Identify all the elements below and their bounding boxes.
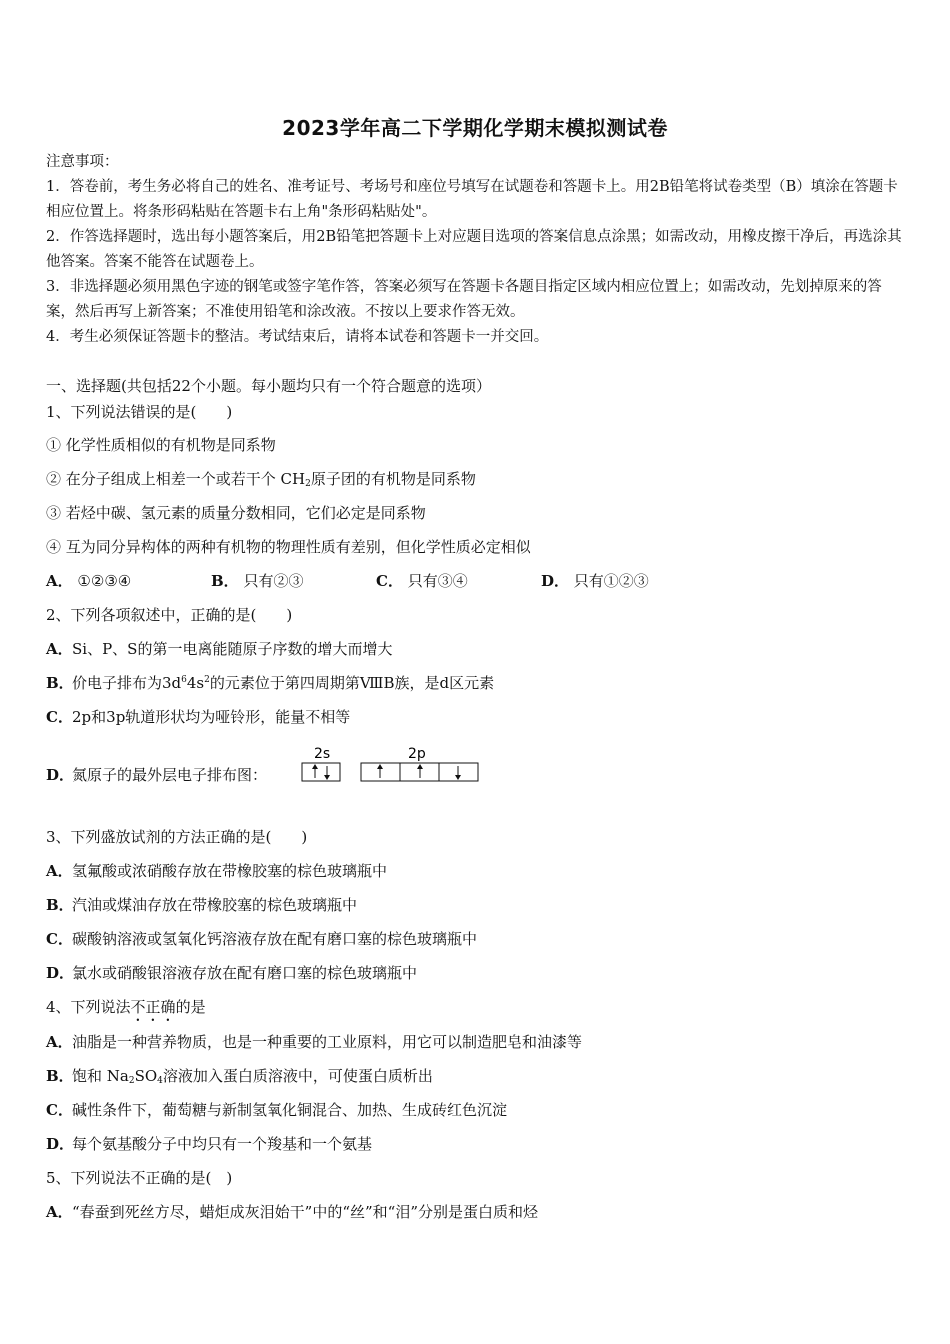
q3-option-b[interactable] [46,894,357,915]
q1-statement-2 [46,468,476,489]
q3-option-d-text: 氯水或硝酸银溶液存放在配有磨口塞的棕色玻璃瓶中 [72,964,418,982]
notice-heading: 注意事项： [46,154,119,170]
q4-option-d-label: D． [46,1135,75,1153]
q2-option-d-text: 氮原子的最外层电子排布图： [72,766,268,784]
q1-statement-4: ④ 互为同分异构体的两种有机物的物理性质有差别，但化学性质必定相似 [46,538,531,556]
q3-option-a-text: 氢氟酸或浓硝酸存放在带橡胶塞的棕色玻璃瓶中 [72,862,388,880]
q1-option-c-text: 只有③④ [407,572,468,590]
q4-b-post: 溶液加入蛋白质溶液中，可使蛋白质析出 [162,1067,433,1085]
q2-option-a[interactable] [46,638,392,659]
q1-option-b[interactable] [211,570,303,591]
q2-option-c-text: 2p和3p轨道形状均为哑铃形，能量不相等 [72,708,351,726]
q4-option-b[interactable] [46,1065,433,1086]
q4-option-d-text: 每个氨基酸分子中均只有一个羧基和一个氨基 [72,1135,373,1153]
q1-s2-post: 原子团的有机物是同系物 [310,470,476,488]
q3-option-b-text: 汽油或煤油存放在带橡胶塞的棕色玻璃瓶中 [72,896,358,914]
q4-stem-post: 的是 [175,998,206,1016]
q1-option-a-label: A． [46,572,73,590]
q1-statement-1: ① 化学性质相似的有机物是同系物 [46,436,276,454]
q1-stem: 1、下列说法错误的是( ) [46,403,233,421]
q4-option-d[interactable] [46,1133,372,1154]
q2-option-c-label: C． [46,708,73,726]
q4-stem-pre: 4、下列说法 [46,998,131,1016]
q4-stem [46,996,206,1025]
q3-option-c-label: C． [46,930,73,948]
q1-s2-sub: 2 [305,479,311,489]
q4-b-sub1: 2 [128,1076,135,1086]
q5-option-a-label: A． [46,1203,73,1221]
q2-option-c[interactable] [46,706,350,727]
q5-option-a[interactable] [46,1201,538,1222]
q2-b-pre: 价电子排布为3d [72,674,182,692]
orbital-label-2s: 2s [314,746,331,762]
electron-down-arrow [324,766,330,780]
q1-option-d[interactable] [541,570,649,591]
q4-option-a-label: A． [46,1033,73,1051]
q4-b-sub2: 4 [157,1076,163,1086]
q2-option-a-text: Si、P、S的第一电离能随原子序数的增大而增大 [72,640,393,658]
q2-option-a-label: A． [46,640,73,658]
q1-option-d-label: D． [541,572,570,590]
electron-up-arrow [377,764,383,778]
q5-option-a-text: “春蚕到死丝方尽，蜡炬成灰泪始干”中的“丝”和“泪”分别是蛋白质和烃 [72,1203,539,1221]
notice-item-2: 2．作答选择题时，选出每小题答案后，用2B铅笔把答题卡上对应题目选项的答案信息点涂黑；如需改动，用橡皮擦干净后，再选涂其他答案。答案不能答在试题卷上。 [46,229,902,270]
q1-option-b-text: 只有②③ [243,572,304,590]
notice-item-1: 1．答卷前，考生务必将自己的姓名、准考证号、考场号和座位号填写在试题卷和答题卡上。用2B铅笔将试卷类型（B）填涂在答题卡相应位置上。将条形码粘贴在答题卡右上角"条形码粘贴处"。 [46,179,898,220]
notice-item-4: 4．考生必须保证答题卡的整洁。考试结束后，请将本试卷和答题卡一并交回。 [46,329,549,345]
q5-stem: 5、下列说法不正确的是( ) [46,1169,233,1187]
q4-option-a[interactable] [46,1031,582,1052]
q4-stem-emphasis: 不正确 [130,998,176,1016]
q3-option-a[interactable] [46,860,387,881]
q1-statement-3: ③ 若烃中碳、氢元素的质量分数相同，它们必定是同系物 [46,504,426,522]
electron-down-arrow [455,766,461,780]
q3-stem: 3、下列盛放试剂的方法正确的是( ) [46,828,308,846]
notice-block [46,150,906,350]
q4-option-c-label: C． [46,1101,73,1119]
notice-item-3: 3．非选择题必须用黑色字迹的钢笔或签字笔作答，答案必须写在答题卡各题目指定区域内相应位置上；如需改动，先划掉原来的答案，然后再写上新答案；不准使用铅笔和涂改液。不按以上要求作答无效。 [46,279,882,320]
q2-b-post: 的元素位于第四周期第ⅧB族，是d区元素 [209,674,495,692]
q4-option-c[interactable] [46,1099,507,1120]
q4-option-b-label: B． [46,1067,74,1085]
q4-option-a-text: 油脂是一种营养物质，也是一种重要的工业原料，用它可以制造肥皂和油漆等 [72,1033,583,1051]
q1-s2-pre: ② 在分子组成上相差一个或若干个 CH [46,470,306,488]
q4-option-c-text: 碱性条件下，葡萄糖与新制氢氧化铜混合、加热、生成砖红色沉淀 [72,1101,508,1119]
q1-option-a[interactable] [46,570,131,591]
electron-up-arrow [417,764,423,778]
q2-option-b-label: B． [46,674,74,692]
q3-option-d-label: D． [46,964,75,982]
q2-option-d[interactable] [46,764,267,785]
q4-b-mid: SO [134,1067,158,1085]
orbital-diagram [296,744,486,786]
q2-option-d-label: D． [46,766,75,784]
q3-option-c[interactable] [46,928,477,949]
electron-up-arrow [312,764,318,778]
section-heading: 一、选择题(共包括22个小题。每小题均只有一个符合题意的选项） [46,377,491,395]
q3-option-d[interactable] [46,962,417,983]
q1-option-d-text: 只有①②③ [573,572,649,590]
q2-b-sup1: 6 [181,675,187,685]
q2-stem: 2、下列各项叙述中，正确的是( ) [46,606,293,624]
page-title: 2023学年高二下学期化学期末模拟测试卷 [282,116,668,140]
q3-option-b-label: B． [46,896,74,914]
orbital-label-2p: 2p [408,746,426,762]
q2-b-mid: 4s [186,674,205,692]
q3-option-c-text: 碳酸钠溶液或氢氧化钙溶液存放在配有磨口塞的棕色玻璃瓶中 [72,930,478,948]
q2-option-b[interactable] [46,672,494,693]
orbital-box-2s [302,763,340,781]
q2-b-sup2: 2 [204,675,210,685]
q1-option-c[interactable] [376,570,468,591]
q1-option-b-label: B． [211,572,239,590]
q4-b-pre: 饱和 Na [72,1067,129,1085]
q1-option-a-text: ①②③④ [77,572,132,590]
q3-option-a-label: A． [46,862,73,880]
q1-option-c-label: C． [376,572,403,590]
